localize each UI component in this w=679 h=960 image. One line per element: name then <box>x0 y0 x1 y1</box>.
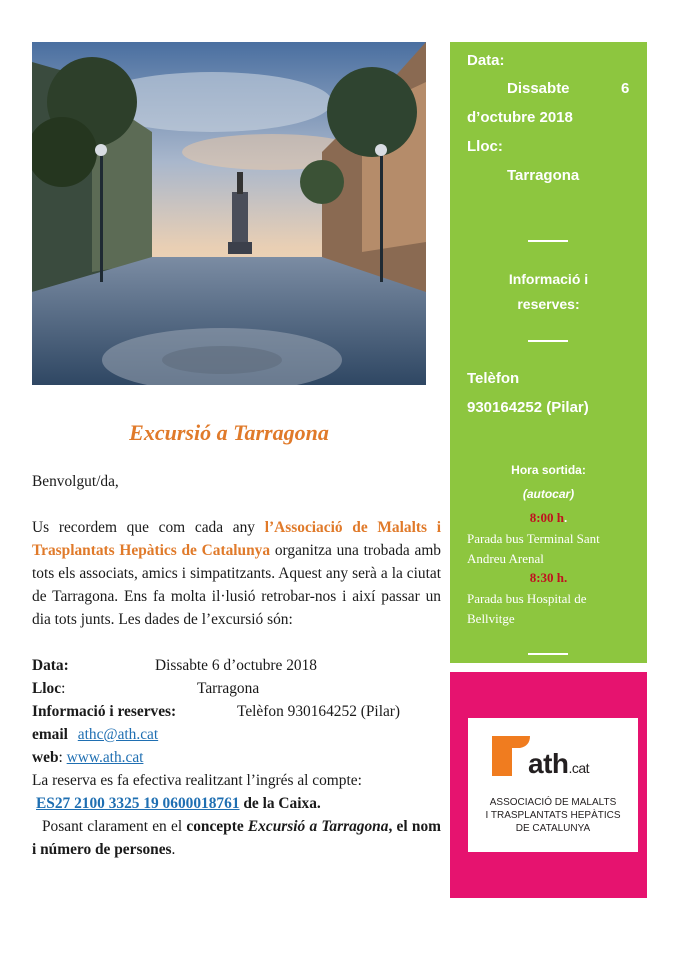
logo-panel <box>450 672 647 898</box>
detail-place <box>32 677 441 700</box>
web-colon: : <box>58 749 67 766</box>
sidebar-place-value: Tarragona <box>507 167 580 184</box>
date-value: Dissabte 6 d’octubre 2018 <box>155 657 317 674</box>
greeting: Benvolgut/da, <box>32 473 119 490</box>
sidebar-date-day: Dissabte <box>507 80 570 97</box>
logo-tld: .cat <box>568 760 590 776</box>
intro-paragraph <box>32 516 441 631</box>
sidebar-info-line2: reserves: <box>517 296 580 312</box>
time2-value: 8:30 h. <box>529 570 568 585</box>
sidebar-info-line1: Informació i <box>508 271 589 287</box>
info-sidebar <box>450 42 647 663</box>
web-label: web <box>32 749 59 766</box>
sidebar-place-label: Lloc: <box>467 138 503 155</box>
logo-subtitle <box>468 796 638 835</box>
place-value: Tarragona <box>197 680 260 697</box>
sidebar-phone-label: Telèfon <box>467 370 520 387</box>
intro-text-end: organitza una trobada amb tots els associats, amics i simpatitzants. Aquest any serà a la ciutat de Tarragona. Ens fa molta il·lusió retrobar-nos i així passar un dia tots junts. Les dades de l’excursió són: <box>32 542 441 628</box>
sidebar-departure-label: Hora sortida: <box>511 463 586 477</box>
date-label: Data: <box>32 657 69 674</box>
concept-italic: Excursió a Tarragona <box>247 818 389 835</box>
intro-text-start: Us recordem que com cada any <box>32 519 265 536</box>
logo-line3: DE CATALUNYA <box>515 823 591 834</box>
ath-logo <box>468 718 638 852</box>
sidebar-stop1: Parada bus Terminal Sant Andreu Arenal <box>467 531 600 566</box>
bank-name: de la Caixa. <box>239 795 321 812</box>
logo-line2: I TRASPLANTATS HEPÀTICS <box>485 810 621 821</box>
payment-account <box>32 792 441 815</box>
payment-text: La reserva es fa efectiva realitzant l’ingrés al compte: <box>32 772 362 789</box>
logo-brand: ath <box>528 748 569 779</box>
logo-wordmark <box>528 748 589 780</box>
sidebar-departure-sub: (autocar) <box>522 487 575 501</box>
concept-bold: concepte <box>186 818 244 835</box>
tarragona-photo <box>32 42 426 385</box>
iban-link[interactable]: ES27 2100 3325 19 0600018761 <box>36 795 240 812</box>
time1-dot: . <box>564 510 568 525</box>
email-label: email <box>32 726 68 743</box>
event-details <box>32 654 441 861</box>
place-label: Lloc <box>32 680 62 697</box>
sidebar-stop2: Parada bus Hospital de Bellvitge <box>467 591 587 626</box>
sidebar-phone-value: 930164252 (Pilar) <box>467 399 589 416</box>
info-label: Informació i reserves: <box>32 703 177 720</box>
logo-line1: ASSOCIACIÓ DE MALALTS <box>489 797 617 808</box>
sidebar-divider <box>528 340 568 342</box>
sidebar-date-label: Data: <box>467 52 505 69</box>
sidebar-divider <box>528 240 568 242</box>
organization-name: l’Associació de Malalts i Trasplantats Hepàtics de Catalunya <box>32 519 441 559</box>
sidebar-time1 <box>450 509 647 527</box>
letter-body <box>32 470 441 861</box>
detail-info <box>32 700 441 723</box>
event-title: Excursió a Tarragona <box>129 420 329 445</box>
place-colon: : <box>61 680 66 697</box>
email-link[interactable]: athc@ath.cat <box>77 726 159 743</box>
time1-value: 8:00 h <box>529 510 565 525</box>
concept-paragraph <box>32 815 441 861</box>
concept-period: . <box>171 841 176 858</box>
detail-date <box>32 654 441 677</box>
sidebar-date-number: 6 <box>621 80 630 97</box>
info-value: Telèfon 930164252 (Pilar) <box>237 703 401 720</box>
sidebar-date-month: d’octubre 2018 <box>467 109 573 126</box>
concept-text-start: Posant clarament en el <box>42 818 187 835</box>
sidebar-divider <box>528 653 568 655</box>
detail-email <box>32 723 441 746</box>
sidebar-time2 <box>450 569 647 587</box>
detail-web <box>32 746 441 769</box>
web-link[interactable]: www.ath.cat <box>66 749 144 766</box>
concept-text-end: , el nom i número de persones <box>32 818 441 858</box>
